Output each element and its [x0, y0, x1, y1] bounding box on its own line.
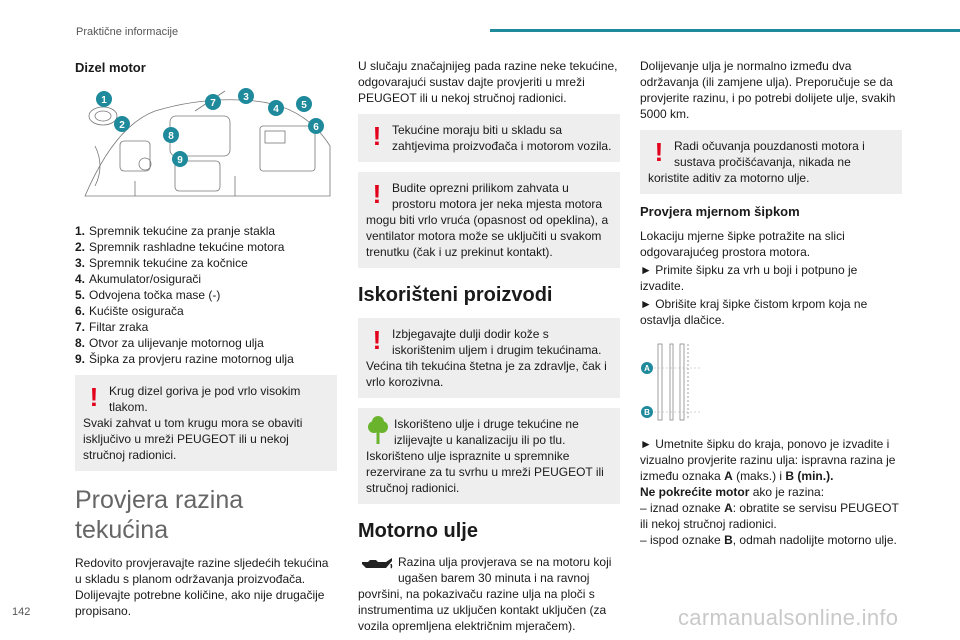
warning-note: ! Radi očuvanja pouzdanosti motora i sustava pročišćavanja, nikada ne koristite aditiv za motorno ulje. [640, 130, 902, 194]
list-item: 2. Spremnik rashladne tekućine motora [75, 240, 285, 254]
environment-note: Iskorišteno ulje i druge tekućine ne izlijevajte u kanalizaciju ili po tlu. Iskorišteno ulje ispraznite u spremnike rezervirane za tu svrhu u mreži PEUGEOT ili stručnoj radionici. [358, 408, 620, 504]
warning-note: ! Krug dizel goriva je pod vrlo visokim tlakom. Svaki zahvat u tom krugu mora se obaviti isključivo u mreži PEUGEOT ili u nekoj stručnoj radionici. [75, 375, 337, 471]
callout-9 [172, 151, 188, 167]
list-item: 7. Filtar zraka [75, 320, 149, 334]
svg-text:8: 8 [168, 131, 174, 142]
diesel-heading: Dizel motor [75, 60, 146, 75]
page-number: 142 [12, 606, 31, 618]
used-products-title: Iskorišteni proizvodi [358, 284, 553, 306]
dipstick-title: Provjera mjernom šipkom [640, 204, 800, 219]
svg-text:5: 5 [301, 100, 307, 111]
running-header: Praktične informacije [76, 26, 179, 38]
svg-text:4: 4 [273, 104, 279, 115]
engine-illustration [75, 86, 337, 211]
svg-text:3: 3 [243, 92, 249, 103]
svg-text:6: 6 [313, 122, 319, 133]
callout-6 [308, 118, 324, 134]
svg-text:1: 1 [101, 95, 107, 106]
oil-paragraph: Razina ulja provjerava se na motoru koji ugašen barem 30 minuta i na ravnoj površini, na pokazivaču razine ulja na ploči s instrumentima uz uključen kontakt uključen (za vozila opremljena električnim mjeračem). [358, 555, 612, 633]
callout-8 [163, 127, 179, 143]
reinsert-paragraph: ► Umetnite šipku do kraja, ponovo je izvadite i vizualno provjerite razinu ulja: ispravna razina je između oznaka A (maks.) i B (min.). [640, 437, 896, 483]
callout-5 [296, 96, 312, 112]
intro-text: Dolijevanje ulja je normalno između dva održavanja (ili zamjene ulja). Preporučuje se da provjerite razinu, i po potrebi dolijete ulje, svakih 5000 km. [640, 59, 896, 121]
marker-a [641, 362, 653, 374]
exclamation-icon: ! [372, 325, 382, 355]
marker-b [641, 406, 653, 418]
exclamation-icon: ! [372, 179, 382, 209]
callout-3 [238, 88, 254, 104]
exclamation-icon: ! [372, 121, 382, 151]
column-left [75, 58, 337, 625]
svg-text:9: 9 [177, 155, 183, 166]
list-item: 5. Odvojena točka mase (-) [75, 288, 221, 302]
svg-text:7: 7 [210, 98, 216, 109]
section-body: Redovito provjeravajte razine sljedećih tekućina u skladu s planom održavanja proizvođača. Dolijevajte potrebne količine, ako nije drugačije propisano. [75, 556, 329, 618]
callout-1 [96, 91, 112, 107]
oil-can-icon [358, 556, 394, 574]
section-title: Provjera razina tekućina [75, 486, 244, 544]
intro-text: U slučaju značajnijeg pada razine neke tekućine, odgovarajući sustav dajte provjeriti u mreži PEUGEOT ili u nekoj stručnoj radionici. [358, 59, 618, 105]
callout-7 [205, 94, 221, 110]
list-item: 6. Kućište osigurača [75, 304, 184, 318]
exclamation-icon: ! [89, 382, 99, 412]
warning-note: ! Budite oprezni prilikom zahvata u prostoru motora jer neka mjesta motora mogu biti vrlo vruća (opasnost od opeklina), a ventilator motora može se uključiti u svakom trenutku (čak i uz prekinut kontakt). [358, 172, 620, 268]
header-accent-bar [490, 29, 960, 32]
list-item: 4. Akumulator/osigurači [75, 272, 202, 286]
parts-list [75, 223, 337, 367]
svg-text:B: B [644, 408, 650, 417]
callout-2 [114, 116, 130, 132]
list-item: 3. Spremnik tekućine za kočnice [75, 256, 248, 270]
warning-note: ! Izbjegavajte dulji dodir kože s iskorištenim uljem i drugim tekućinama. Većina tih tekućina štetna je za zdravlje, čak i vrlo korozivna. [358, 318, 620, 398]
engine-oil-title: Motorno ulje [358, 520, 478, 542]
callout-4 [268, 100, 284, 116]
column-middle [358, 58, 620, 640]
watermark: carmanualsonline.info [678, 605, 899, 630]
list-item: 8. Otvor za ulijevanje motornog ulja [75, 336, 264, 350]
svg-text:2: 2 [119, 120, 125, 131]
dipstick-illustration [640, 342, 710, 422]
column-right: Dolijevanje ulja je normalno između dva održavanja (ili zamjene ulja). Preporučuje se da provjerite razinu, i po potrebi dolijete ulje, svakih 5000 km. ! Radi očuvanja pouzdanosti motora i sustava pročišćavanja, nikada ne koristite aditiv za motorno ulje. Provjera mjernom šipkom Lokaciju mjerne šipke potražite na slici odgovarajućeg prostora motora. ► Primite šipku za vrh u boji i potpuno je izvadite. ► Obrišite kraj šipke čistom krpom koja ne ostavlja dlačice. A B ► Umetnite šipku do kraja, ponovo je izvadite i vizualno provjerite razinu ulja: ispravna razina je između oznaka A (maks.) i B (min.). Ne pokrećite motor ako je razina: – iznad oznake A: obratite se servisu PEUGEOT ili nekoj stručnoj radionici. – ispod oznake B, odmah nadolijte motorno ulje. [640, 58, 902, 554]
warning-note: ! Tekućine moraju biti u skladu sa zahtjevima proizvođača i motorom vozila. [358, 114, 620, 162]
svg-text:A: A [644, 364, 650, 373]
tree-icon [366, 416, 390, 446]
exclamation-icon: ! [654, 137, 664, 167]
list-item: 1. Spremnik tekućine za pranje stakla [75, 224, 276, 238]
list-item: 9. Šipka za provjeru razine motornog ulja [75, 352, 294, 366]
